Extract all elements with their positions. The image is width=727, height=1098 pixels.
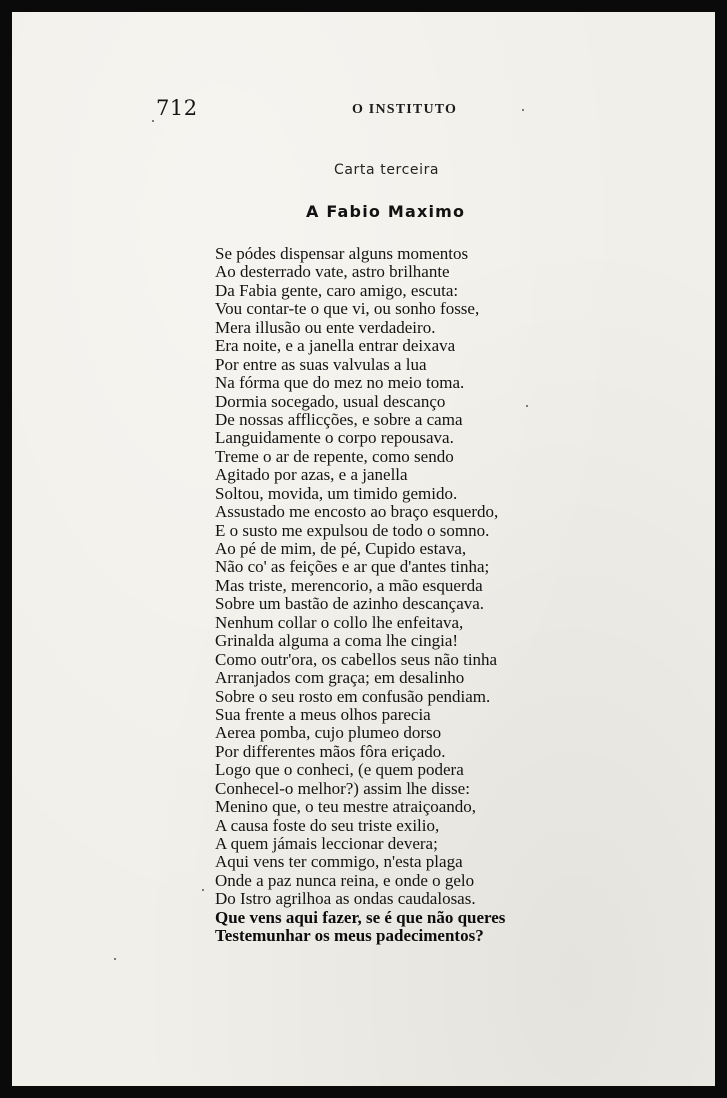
poem-line: Aerea pomba, cujo plumeo dorso: [215, 723, 442, 743]
poem-line: Conhecel-o melhor?) assim lhe disse:: [215, 778, 470, 798]
poem-line: Se pódes dispensar alguns momentos: [215, 244, 469, 263]
poem-line: Sua frente a meus olhos parecia: [215, 704, 431, 724]
poem-line: Que vens aqui fazer, se é que não queres: [215, 907, 506, 927]
poem-line: Como outr'ora, os cabellos seus não tinha: [215, 649, 498, 669]
poem-line: De nossas afflicções, e sobre a cama: [215, 409, 463, 429]
ink-speck: [202, 889, 204, 891]
poem-line: Languidamente o corpo repousava.: [215, 428, 454, 448]
poem-line: Nenhum collar o collo lhe enfeitava,: [215, 612, 464, 632]
page-header: [156, 96, 606, 120]
ink-speck: [152, 120, 154, 122]
poem-line: Agitado por azas, e a janella: [215, 465, 408, 485]
poem-line: Ao pé de mim, de pé, Cupido estava,: [215, 539, 467, 558]
poem-line: Por differentes mãos fôra eriçado.: [215, 741, 446, 761]
poem-line: Do Istro agrilhoa as ondas caudalosas.: [215, 889, 476, 909]
poem-line: Treme o ar de repente, como sendo: [215, 446, 454, 466]
poem-body: [215, 245, 655, 946]
ink-speck: [114, 958, 116, 960]
poem-line: Era noite, e a janella entrar deixava: [215, 336, 456, 356]
poem-line: Soltou, movida, um timido gemido.: [215, 483, 458, 503]
poem-line: Vou contar-te o que vi, ou sonho fosse,: [215, 299, 480, 319]
poem-line: Mas triste, merencorio, a mão esquerda: [215, 575, 483, 595]
running-title: O INSTITUTO: [352, 102, 458, 117]
poem-line: Logo que o conheci, (e quem podera: [215, 760, 464, 780]
ink-speck: [526, 405, 528, 407]
poem-line: Grinalda alguma a coma lhe cingia!: [215, 631, 459, 651]
poem-line: Arranjados com graça; em desalinho: [215, 668, 465, 688]
poem-line: Por entre as suas valvulas a lua: [215, 354, 427, 374]
poem-line: Assustado me encosto ao braço esquerdo,: [215, 502, 499, 522]
poem-title: A Fabio Maximo: [306, 202, 466, 221]
poem-line: Não co' as feições e ar que d'antes tinha;: [215, 557, 490, 577]
poem-line: Aqui vens ter commigo, n'esta plaga: [215, 852, 463, 872]
page-number: 712: [156, 96, 198, 120]
poem-line: A quem jámais leccionar devera;: [215, 834, 438, 853]
poem-line: Testemunhar os meus padecimentos?: [215, 926, 484, 946]
ink-speck: [522, 109, 524, 111]
poem-line: Ao desterrado vate, astro brilhante: [215, 262, 450, 282]
poem-line: Menino que, o teu mestre atraiçoando,: [215, 797, 477, 817]
poem-line: A causa foste do seu triste exilio,: [215, 815, 440, 835]
letter-subtitle: Carta terceira: [334, 162, 440, 178]
poem-line: Na fórma que do mez no meio toma.: [215, 373, 465, 393]
book-page: [12, 12, 715, 1086]
poem-line: Onde a paz nunca reina, e onde o gelo: [215, 870, 475, 890]
poem-line: E o susto me expulsou de todo o somno.: [215, 520, 490, 540]
poem-line: Da Fabia gente, caro amigo, escuta:: [215, 280, 459, 300]
poem-line: Mera illusão ou ente verdadeiro.: [215, 317, 436, 337]
poem-line: Sobre um bastão de azinho descançava.: [215, 594, 485, 614]
poem-line: Sobre o seu rosto em confusão pendiam.: [215, 686, 491, 706]
poem-line: Dormia socegado, usual descanço: [215, 391, 446, 411]
